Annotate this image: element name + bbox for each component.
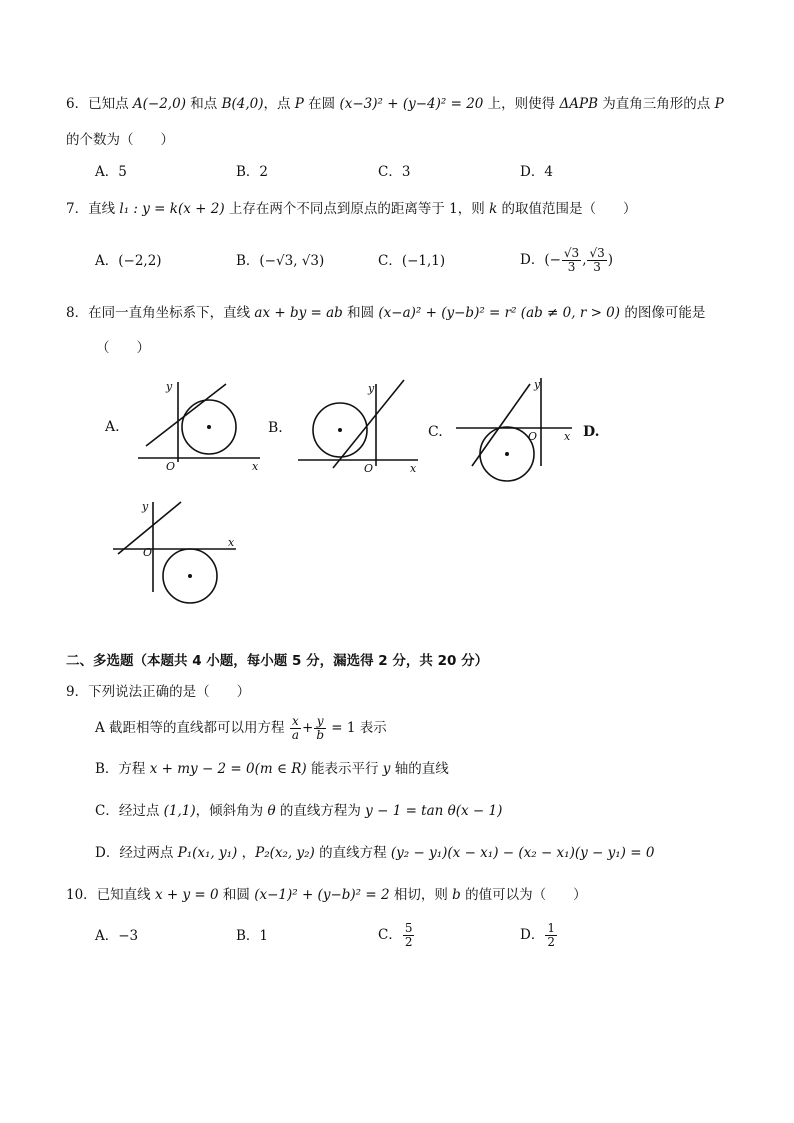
q10-option-b: B．1 xyxy=(236,928,269,944)
q7-stem: 7．直线 l₁ : y = k(x + 2) 上存在两个不同点到原点的距离等于 1，则 k 的取值范围是（ ） xyxy=(66,201,637,217)
svg-text:x: x xyxy=(252,460,259,473)
q8-figures xyxy=(0,370,794,630)
svg-text:y: y xyxy=(142,500,149,513)
section-title: 二、多选题（本题共 4 小题，每小题 5 分，漏选得 2 分，共 20 分） xyxy=(66,653,489,669)
q6-line2: 的个数为（ ） xyxy=(66,132,174,148)
q6-line1: 6．已知点 A(−2,0) 和点 B(4,0)，点 P 在圆 (x−3)² + (y−4)² = 20 上，则使得 ΔAPB 为直角三角形的点 P xyxy=(66,96,724,112)
q6-option-d: D．4 xyxy=(520,164,553,180)
q10-option-c: C． $\frac{5}{2}$ xyxy=(378,921,413,949)
svg-text:O: O xyxy=(166,460,176,473)
q8-paren: （ ） xyxy=(96,340,150,356)
svg-text:y: y xyxy=(166,380,173,393)
q9-option-c: C．经过点 (1,1)，倾斜角为 θ 的直线方程为 y − 1 = tan θ(x − 1) xyxy=(95,803,503,819)
q8-stem: 8．在同一直角坐标系下，直线 ax + by = ab 和圆 (x−a)² + (y−b)² = r² (ab ≠ 0, r > 0) 的图像可能是 xyxy=(66,305,706,321)
q7-option-a: A．(−2,2) xyxy=(95,253,162,269)
svg-text:x: x xyxy=(410,462,417,475)
svg-text:O: O xyxy=(528,430,538,443)
fig-label-b: B. xyxy=(268,420,283,436)
q7-option-d: D．(− $\frac{√3}{3}$ , $\frac{√3}{3}$ ) xyxy=(520,246,614,274)
svg-text:x: x xyxy=(228,536,235,549)
svg-text:O: O xyxy=(143,546,153,559)
q9-option-a: A 截距相等的直线都可以用方程 $\frac{x}{a}$ + $\frac{y}{b}$ = 1 表示 xyxy=(95,714,387,742)
figure-a xyxy=(138,382,260,462)
q10-stem: 10．已知直线 x + y = 0 和圆 (x−1)² + (y−b)² = 2 相切，则 b 的值可以为（ ） xyxy=(66,887,587,903)
q9-stem: 9．下列说法正确的是（ ） xyxy=(66,684,251,700)
q6-option-b: B．2 xyxy=(236,164,269,180)
q10-option-a: A．−3 xyxy=(95,928,139,944)
q6-option-c: C．3 xyxy=(378,164,411,180)
svg-text:x: x xyxy=(564,430,571,443)
figure-c xyxy=(456,378,572,481)
fig-label-a: A. xyxy=(105,419,120,435)
q9-option-d: D．经过两点 P₁(x₁, y₁) ，P₂(x₂, y₂) 的直线方程 (y₂ − y₁)(x − x₁) − (x₂ − x₁)(y − y₁) = 0 xyxy=(95,845,655,861)
fig-label-c: C. xyxy=(428,424,443,440)
svg-text:O: O xyxy=(364,462,374,475)
q6-option-a: A．5 xyxy=(95,164,127,180)
q7-option-c: C．(−1,1) xyxy=(378,253,446,269)
svg-text:y: y xyxy=(534,378,541,391)
q9-option-b: B．方程 x + my − 2 = 0(m ∈ R) 能表示平行 y 轴的直线 xyxy=(95,761,449,777)
q7-option-b: B．(−√3, √3) xyxy=(236,253,325,269)
svg-text:y: y xyxy=(368,382,375,395)
q10-option-d: D． $\frac{1}{2}$ xyxy=(520,921,555,949)
fig-label-d: D. xyxy=(583,424,600,440)
figure-b xyxy=(298,380,418,468)
figure-d xyxy=(113,502,236,603)
